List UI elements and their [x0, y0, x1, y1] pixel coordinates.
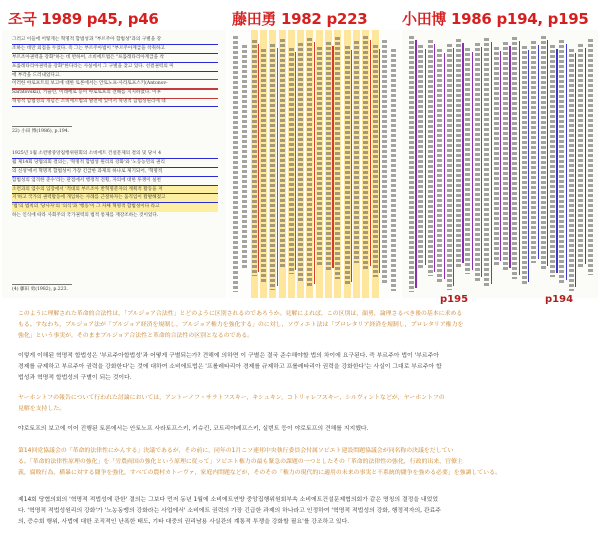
scan-text-line: 하는 인식에 따라 사회주의 국가권력의 법적 통제를 재강조하는 것이었다.	[12, 213, 159, 219]
scan-oda-page	[402, 30, 598, 298]
paragraph-line: 법성과 혁명적 합법성의 구별이 되는 것이다.	[18, 375, 132, 381]
vertical-text-column	[464, 30, 471, 298]
vertical-text-glyphs	[569, 49, 574, 291]
scan-text-line: 소련과의 엄수의 입장에서 '적대의 부르조아 반혁명분자의 계획적 활동을 저	[12, 186, 218, 195]
paragraph-line: 제14회 당협의회의 '혁명적 적법성에 관한' 결의는 그보다 먼저 동년 1월에 소비에트연방 중앙집행위원회부속 소비에트건설문제협의회가 같은 명칭의 결정을 내었었	[18, 497, 439, 503]
vertical-text-glyphs	[522, 46, 527, 286]
vertical-text-column	[279, 30, 286, 298]
underline-mark	[585, 48, 586, 264]
vertical-text-column	[530, 30, 537, 298]
footnote-rule	[12, 284, 72, 285]
scan-korean-page	[2, 30, 226, 298]
vertical-text-column	[436, 30, 443, 298]
underline-mark	[575, 53, 576, 287]
underline-mark	[566, 44, 567, 280]
vertical-text-glyphs	[578, 44, 583, 268]
vertical-text-glyphs	[512, 37, 517, 279]
scan-korean-text-b	[12, 150, 218, 221]
footnote-text: 22) 小田 博(1986), p.194.	[12, 129, 70, 134]
vertical-text-glyphs	[326, 42, 331, 272]
vertical-text-column	[408, 30, 415, 298]
vertical-text-glyphs	[437, 49, 442, 283]
scan-fujita-page	[228, 30, 400, 298]
vertical-text-column	[587, 30, 594, 298]
vertical-text-column	[427, 30, 434, 298]
vertical-text-column	[549, 30, 556, 298]
scan-text-line: 에 부각을 드러내었다고.	[12, 72, 61, 78]
vertical-text-column	[241, 30, 248, 298]
vertical-text-column	[417, 30, 424, 298]
paragraph-line: 見解を支持した。	[18, 406, 66, 412]
paragraph-ko-2	[18, 424, 594, 435]
underline-mark	[462, 43, 463, 263]
paragraph-jp-1	[18, 309, 594, 342]
vertical-text-column	[483, 30, 490, 298]
header-fujita-source: 藤田勇 1982 p223	[232, 10, 368, 28]
underline-mark	[538, 45, 539, 259]
paragraph-jp-2	[18, 393, 594, 415]
vertical-text-glyphs	[418, 45, 423, 269]
scan-text-line: 그러고 이들에 어떻게는 혁명적 합법성과 "부르주아 합법성"과의 구별을 강	[12, 36, 218, 45]
vertical-text-glyphs	[531, 41, 536, 263]
scan-text-line: '법'의 법칙의 '당사자'의 '의식'과 '행동'이 그 자체 혁명적 합법성이다 라고	[12, 203, 218, 212]
vertical-text-glyphs	[242, 45, 247, 269]
paragraph-line: 第14回党協議会の「革命的法律性にかんする」決議であるが，その前に，同年の1月こソ連邦中央執行委員会付属ソビエト建設問題協議会が同名称の決議をだしてい	[18, 448, 454, 454]
vertical-text-glyphs	[363, 36, 368, 270]
vertical-text-glyphs	[354, 41, 359, 263]
scan-text-line: Saratovskii), 키슬린, 이레에로 등이 야로토프의 견해를 지지하였다. 이후	[12, 89, 218, 98]
underline-mark	[277, 48, 278, 286]
vertical-text-glyphs	[503, 42, 508, 272]
underline-mark	[444, 53, 445, 279]
underline-mark	[415, 40, 416, 288]
vertical-text-glyphs	[447, 44, 452, 290]
vertical-text-glyphs	[252, 40, 257, 276]
header-oda-source: 小田博 1986 p194, p195	[402, 10, 589, 28]
vertical-text-glyphs	[559, 40, 564, 284]
scan-text-line: 혁명적 합법성의 개념은 소비에트법의 발전에 있어서 혁명적 합법성원리에 대	[12, 98, 218, 107]
vertical-text-column	[297, 30, 304, 298]
vertical-text-glyphs	[391, 49, 396, 291]
scan-text-line: 월 제14회 당협의회 결의는, '혁명적 합법성 원리의 강화'와 '노동농민의 권리	[12, 159, 218, 168]
scan-text-line: 지'하고 국가의 권력활동에 개입하는 사례를 근절하자는 움직임이 활발해졌고	[12, 194, 218, 203]
vertical-text-glyphs	[233, 36, 238, 292]
paragraph-line: ヤーホントフの報告について行われた討論においては，アントーノフ・サラトフスキー，キシュキン，コトリャレフスキー，シルヴィントなどが，ヤーホントフの	[18, 395, 445, 401]
page-label-p195: p195	[440, 294, 469, 305]
vertical-text-glyphs	[428, 40, 433, 276]
vertical-text-column	[577, 30, 584, 298]
vertical-text-column	[362, 30, 369, 298]
vertical-text-glyphs	[588, 39, 593, 275]
vertical-text-column	[344, 30, 351, 298]
paragraph-line: このように理解された革命的合法性は，「ブルジョア合法性」とどのように区別されるのであろうか。見解によれば，この区別は，顔勇，論理さるべき後の基本に求める	[18, 311, 463, 317]
vertical-text-column	[306, 30, 313, 298]
underline-mark	[500, 51, 501, 261]
vertical-text-glyphs	[475, 43, 480, 281]
vertical-text-column	[325, 30, 332, 298]
vertical-text-column	[232, 30, 239, 298]
page-label-p194: p194	[545, 294, 574, 305]
footnote-text: (4) 藤田 勇(1982), p.223.	[12, 287, 69, 292]
paragraph-line: 의, 증수회 행위, 사법에 대한 조직적인 난폭한 태도, 기타 대중의 권리남용 사실관의 계통적 투쟁을 강화할 필요'를 강조하고 있다.	[18, 519, 350, 525]
vertical-text-glyphs	[335, 37, 340, 279]
scan-text-line: 조하는 데만 외점을 두었다. 즉 그는 부르주아법이 "부르주아계급을 착취하고	[12, 45, 218, 54]
underline-mark	[472, 52, 473, 270]
vertical-text-glyphs	[550, 45, 555, 277]
vertical-text-column	[260, 30, 267, 298]
vertical-text-column	[353, 30, 360, 298]
vertical-text-glyphs	[484, 38, 489, 288]
vertical-text-glyphs	[317, 47, 322, 265]
scan-text-line: 부르조아권력을 강화"하는 데 반하여, 소비에트법은 "프롤레타리아계급을 착	[12, 54, 218, 63]
vertical-text-glyphs	[494, 47, 499, 265]
scan-text-line: 이러한 야로프트의 보고에 대한 토론에서는 안토노프-사라토프스키(Antonov-	[12, 80, 218, 89]
vertical-text-column	[502, 30, 509, 298]
paragraph-line: 義，腐敗行為，横暴に対する闘争を強化，すべての農村カトーヴァ，家庭内問題などが，そのその「権力の現代的に適用の未来の事実と不系統的闘争を強める必要」を強調している。	[18, 470, 501, 476]
header-korean-source: 조국 1989 p45, p46	[8, 10, 159, 28]
vertical-text-column	[474, 30, 481, 298]
underline-mark	[528, 50, 529, 282]
paragraph-ko-1	[18, 351, 594, 384]
vertical-text-glyphs	[373, 45, 378, 277]
vertical-text-glyphs	[382, 40, 387, 284]
scan-korean-footnote-b	[12, 286, 218, 295]
vertical-text-column	[558, 30, 565, 298]
vertical-text-column	[372, 30, 379, 298]
paragraph-line: 이렇게 이해된 혁명적 합법성은 '부르주아합법성'과 어떻게 구별되는가? 견해에 의하면 이 구별은 결국 준수해야할 법의 차이에 요구된다. 즉 부르주아 법이 '부르주아	[18, 353, 439, 359]
underline-mark	[370, 40, 371, 266]
paragraph-line: 다. '혁명적 적법성원리의 강화'가 '노농동맹의 강화라는 사업에서' 소비에트 권력의 가장 긴급한 과제의 하나라고 인정하여 '혁명적 적법성의 강화, 행정적자의, 관료주	[18, 508, 441, 514]
vertical-text-column	[540, 30, 547, 298]
underline-mark	[481, 47, 482, 277]
underline-mark	[547, 40, 548, 266]
vertical-text-glyphs	[345, 46, 350, 286]
vertical-text-column	[381, 30, 388, 298]
underline-mark	[556, 49, 557, 273]
underline-mark	[453, 48, 454, 286]
underline-mark	[434, 44, 435, 272]
vertical-text-column	[288, 30, 295, 298]
vertical-text-column	[334, 30, 341, 298]
paragraph-ko-3	[18, 495, 594, 528]
vertical-text-column	[521, 30, 528, 298]
vertical-text-column	[390, 30, 397, 298]
vertical-text-glyphs	[270, 44, 275, 290]
scan-text-line: 프롤레타리아권력을 강화"한다라는 사실에서 그 구별을 찾고 있다. 선결권력의 미	[12, 63, 218, 72]
vertical-text-column	[251, 30, 258, 298]
vertical-text-column	[568, 30, 575, 298]
scan-text-line: 1925년 1월 소련방중앙집행위원회의 소비에트 건설문제의 결의 및 당시 4	[12, 150, 218, 159]
underline-mark	[491, 42, 492, 284]
vertical-text-column	[269, 30, 276, 298]
underline-mark	[509, 46, 510, 268]
footnote-rule	[12, 126, 72, 127]
scan-text-line: 의 신성'에서 혁명적 합법성이 가장 긴급한 과제의 하나로 제기되어, '혁명적	[12, 168, 218, 177]
vertical-text-glyphs	[541, 36, 546, 270]
paragraph-jp-3	[18, 446, 594, 479]
vertical-text-glyphs	[409, 36, 414, 292]
underline-mark	[519, 41, 520, 275]
vertical-text-column	[446, 30, 453, 298]
paragraph-line: 強化」という事実が，そのままブルジョア合法性と革命的合法性の区別となるのである。	[18, 333, 254, 339]
vertical-text-glyphs	[307, 38, 312, 288]
scan-text-line: 합법성의 엄격한 준수'라는 관점에서 행정적 전횡, 자의에 대한 투쟁이 실천	[12, 177, 218, 186]
scan-korean-text-a	[12, 36, 218, 107]
paragraph-line: 야로토프의 보고에 이어 진행된 토론에서는 안토노프 사라토프스키, 키슈킨, 코트리야레프스키, 실번트 등이 야로토프의 견해를 지지했다.	[18, 426, 369, 432]
scan-korean-footnote-a	[12, 128, 218, 137]
vertical-text-glyphs	[280, 39, 285, 267]
vertical-text-glyphs	[289, 48, 294, 274]
vertical-text-column	[511, 30, 518, 298]
vertical-text-column	[493, 30, 500, 298]
underline-mark	[425, 49, 426, 265]
paragraph-line: 경제를 규제하고 부르주아 권력을 강화한다'는 것에 대하여 소비에트법은 '프롤레타리아 경제를 규제하고 프롤레타리아 권력을 강화한다'는 사실이 그대로 부르주아 합	[18, 364, 442, 370]
vertical-text-glyphs	[456, 39, 461, 267]
paragraph-line: る。「革命的法律性原理の強化」を「労農両国の強化という原理に従って」ソビエト権力の最も緊急の課題の一つとしたその「革命的法律性の強化，行政的出来，官僚主	[18, 459, 463, 465]
vertical-text-glyphs	[465, 48, 470, 274]
paragraph-line: もる。すなわち，ブルジョア法が「ブルジョア経済を規制し，ブルジョア権力を強化する」のに対し，ソヴィエト法は「プロレタリア経済を規制し，プロレタリア権力を	[18, 322, 464, 328]
vertical-text-column	[316, 30, 323, 298]
vertical-text-glyphs	[298, 43, 303, 281]
vertical-text-glyphs	[261, 49, 266, 283]
vertical-text-column	[455, 30, 462, 298]
